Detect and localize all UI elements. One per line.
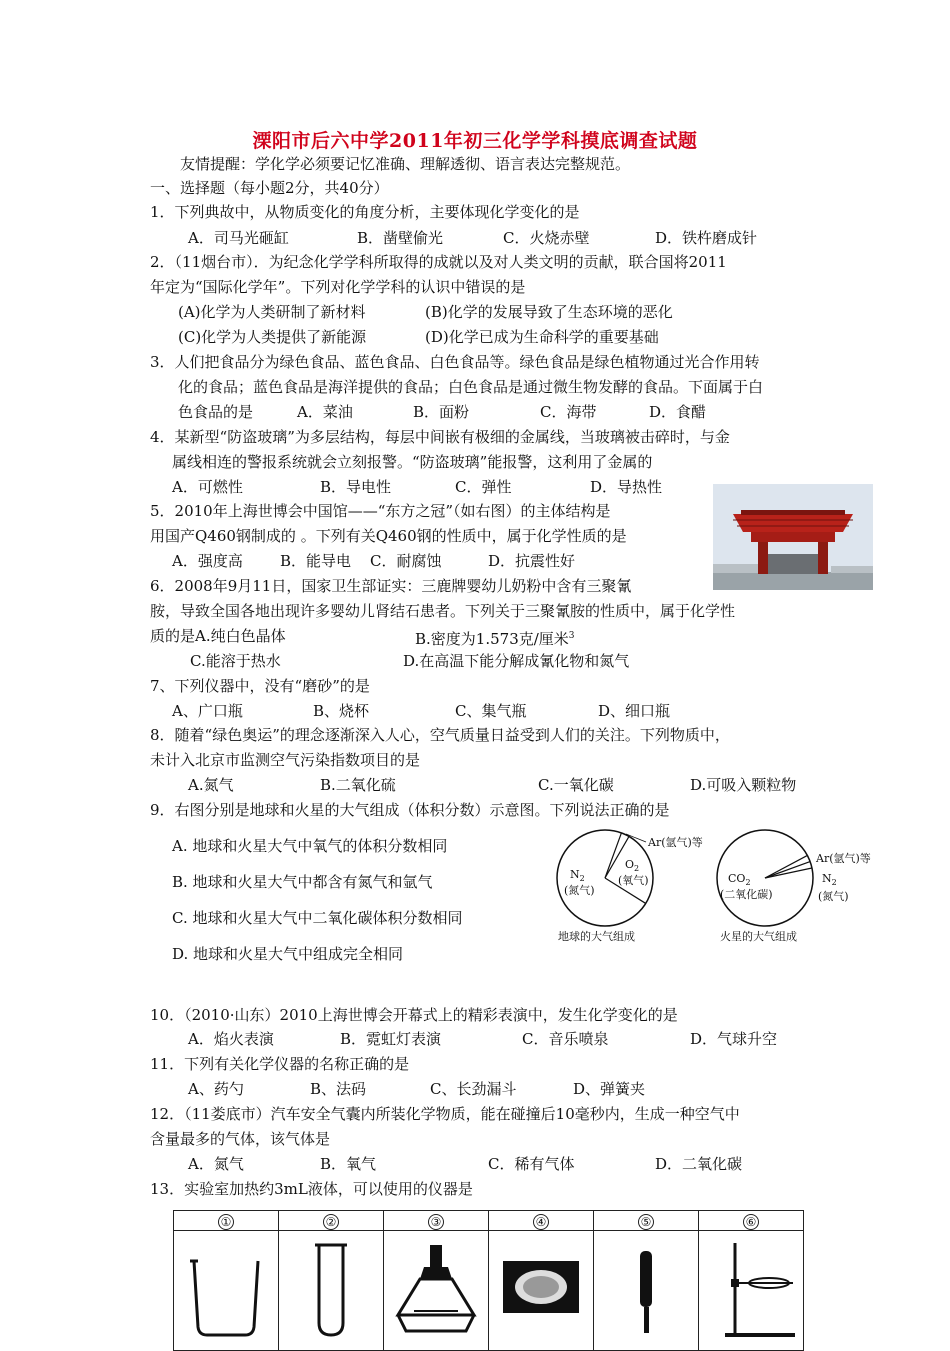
mars-co2-label: CO — [728, 872, 746, 885]
svg-text:N2 — [822, 872, 837, 887]
page-title: 溧阳市后六中学2011年初三化学学科摸底调查试题 — [252, 130, 698, 152]
q8-option-c: C.一氧化碳 — [538, 776, 614, 794]
q12-line1: 12．（11娄底市）汽车安全气囊内所装化学物质，能在碰撞后10毫秒内，生成一种空气中 — [150, 1105, 740, 1123]
q1-option-d: D．铁杵磨成针 — [655, 229, 758, 247]
q6-line3: 质的是A.纯白色晶体 — [150, 627, 286, 645]
q12-option-a: A．氮气 — [188, 1155, 244, 1173]
q8-option-a: A.氮气 — [188, 776, 234, 794]
q6-option-b-sup: 3 — [568, 631, 575, 641]
q5-line2: 用国产Q460钢制成的 。下列有关Q460钢的性质中，属于化学性质的是 — [150, 527, 627, 545]
q9-option-a: A. 地球和火星大气中氧气的体积分数相同 — [172, 837, 448, 855]
q5-option-c: C．耐腐蚀 — [370, 552, 442, 570]
q7-option-b: B、烧杯 — [313, 702, 370, 720]
section-heading: 一、选择题（每小题2分，共40分） — [150, 179, 389, 197]
q11-option-b: B、法码 — [310, 1080, 367, 1098]
beaker-cell — [174, 1231, 279, 1351]
q1-option-b: B．凿壁偷光 — [357, 229, 444, 247]
instr-label-3: ③ — [384, 1211, 489, 1231]
q8-option-b: B.二氧化硫 — [320, 776, 396, 794]
mars-co2-name: (二氧化碳) — [720, 888, 773, 901]
q8-line2: 未计入北京市监测空气污染指数项目的是 — [150, 751, 421, 769]
earth-n2-label: N — [570, 868, 580, 881]
q3-option-a: A．菜油 — [297, 403, 353, 421]
earth-n2-name: (氮气) — [564, 884, 595, 897]
q7-stem: 7、下列仪器中，没有“磨砂”的是 — [150, 677, 370, 695]
mars-caption: 火星的大气组成 — [720, 930, 797, 943]
q11-option-d: D、弹簧夹 — [573, 1080, 646, 1098]
beaker-icon — [174, 1231, 278, 1346]
q9-option-c: C. 地球和火星大气中二氧化碳体积分数相同 — [172, 909, 463, 927]
test-tube-cell — [279, 1231, 384, 1351]
q3-line2: 化的食品；蓝色食品是海洋提供的食品；白色食品是通过微生物发酵的食品。下面属于白 — [178, 378, 764, 396]
q2-line1: 2．（11烟台市）．为纪念化学学科所取得的成就以及对人类文明的贡献，联合国将2011 — [150, 253, 727, 271]
q8-line1: 8．随着“绿色奥运”的理念逐渐深入人心，空气质量日益受到人们的关注。下列物质中， — [150, 726, 730, 744]
earth-o2-label: O — [625, 858, 635, 871]
wire-gauze-cell — [489, 1231, 594, 1351]
q7-option-a: A、广口瓶 — [172, 702, 243, 720]
wire-gauze-icon — [489, 1231, 593, 1346]
q10-option-d: D．气球升空 — [690, 1030, 778, 1048]
crucible-tongs-cell — [594, 1231, 699, 1351]
q3-option-b: B．面粉 — [413, 403, 470, 421]
china-pavilion-photo — [713, 484, 873, 590]
crucible-tongs-icon — [594, 1231, 698, 1346]
q9-option-b: B. 地球和火星大气中都含有氮气和氩气 — [172, 873, 433, 891]
earth-n2-sub: 2 — [579, 874, 585, 883]
q7-option-c: C、集气瓶 — [455, 702, 527, 720]
q2-line2: 年定为“国际化学年”。下列对化学学科的认识中错误的是 — [150, 278, 526, 296]
mars-pie-chart — [717, 830, 871, 943]
iron-stand-cell — [699, 1231, 804, 1351]
instrument-table — [173, 1210, 804, 1351]
earth-caption: 地球的大气组成 — [558, 930, 635, 943]
q2-option-c: (C)化学为人类提供了新能源 — [178, 328, 367, 346]
reminder: 友情提醒：学化学必须要记忆准确、理解透彻、语言表达完整规范。 — [180, 155, 631, 173]
mars-n2-label: N — [822, 872, 832, 885]
earth-ar-label: Ar(氩气)等 — [648, 836, 703, 849]
q13-stem: 13．实验室加热约3mL液体，可以使用的仪器是 — [150, 1180, 473, 1198]
mars-co2-sub: 2 — [745, 878, 751, 887]
q11-stem: 11．下列有关化学仪器的名称正确的是 — [150, 1055, 410, 1073]
q10-option-c: C．音乐喷泉 — [522, 1030, 609, 1048]
q10-option-a: A．焰火表演 — [188, 1030, 274, 1048]
instr-label-6: ⑥ — [699, 1211, 804, 1231]
q3-line1: 3．人们把食品分为绿色食品、蓝色食品、白色食品等。绿色食品是绿色植物通过光合作用转 — [150, 353, 760, 371]
q6-option-c: C.能溶于热水 — [190, 652, 281, 670]
q2-option-a: (A)化学为人类研制了新材料 — [178, 303, 366, 321]
q12-line2: 含量最多的气体，该气体是 — [150, 1130, 331, 1148]
q4-option-b: B．导电性 — [320, 478, 392, 496]
mars-n2-sub: 2 — [831, 878, 837, 887]
q12-option-b: B．氧气 — [320, 1155, 377, 1173]
q4-line1: 4．某新型“防盗玻璃”为多层结构，每层中间嵌有极细的金属线，当玻璃被击碎时，与金 — [150, 428, 730, 446]
q6-line1: 6．2008年9月11日，国家卫生部证实：三鹿牌婴幼儿奶粉中含有三聚氰 — [150, 577, 632, 595]
svg-text:N2 — [570, 868, 585, 883]
earth-o2-name: (氧气) — [618, 874, 649, 887]
q5-line1: 5．2010年上海世博会中国馆——“东方之冠”（如右图）的主体结构是 — [150, 502, 611, 520]
atmosphere-diagram — [550, 820, 890, 950]
q12-option-c: C．稀有气体 — [488, 1155, 575, 1173]
q12-option-d: D．二氧化碳 — [655, 1155, 743, 1173]
earth-pie-chart — [557, 830, 703, 943]
q9-option-d: D. 地球和火星大气中组成完全相同 — [172, 945, 404, 963]
q5-option-a: A．强度高 — [172, 552, 243, 570]
alcohol-lamp-icon — [384, 1231, 488, 1346]
q5-option-d: D．抗震性好 — [488, 552, 576, 570]
earth-o2-sub: 2 — [634, 864, 640, 873]
instr-label-1: ① — [174, 1211, 279, 1231]
q3-option-d: D．食醋 — [649, 403, 707, 421]
svg-text:CO2 — [728, 872, 751, 887]
q8-option-d: D.可吸入颗粒物 — [690, 776, 797, 794]
q6-option-b — [415, 626, 575, 649]
q2-option-d: (D)化学已成为生命科学的重要基础 — [425, 328, 659, 346]
test-tube-icon — [279, 1231, 383, 1346]
alcohol-lamp-cell — [384, 1231, 489, 1351]
q4-option-a: A．可燃性 — [172, 478, 243, 496]
q7-option-d: D、细口瓶 — [598, 702, 671, 720]
q4-line2: 属线相连的警报系统就会立刻报警。“防盗玻璃”能报警，这利用了金属的 — [172, 453, 653, 471]
instr-label-5: ⑤ — [594, 1211, 699, 1231]
q6-line2: 胺，导致全国各地出现许多婴幼儿肾结石患者。下列关于三聚氰胺的性质中，属于化学性 — [150, 602, 736, 620]
q4-option-d: D．导热性 — [590, 478, 663, 496]
q11-option-a: A、药勺 — [188, 1080, 244, 1098]
q6-option-d: D.在高温下能分解成氰化物和氮气 — [403, 652, 630, 670]
q5-option-b: B．能导电 — [280, 552, 352, 570]
q9-stem: 9．右图分别是地球和火星的大气组成（体积分数）示意图。下列说法正确的是 — [150, 801, 670, 819]
q2-option-b: (B)化学的发展导致了生态环境的恶化 — [425, 303, 673, 321]
q4-option-c: C．弹性 — [455, 478, 512, 496]
iron-stand-icon — [699, 1231, 803, 1346]
q1-option-c: C．火烧赤壁 — [503, 229, 590, 247]
svg-text:O2 — [625, 858, 639, 873]
q10-stem: 10．（2010·山东）2010上海世博会开幕式上的精彩表演中，发生化学变化的是 — [150, 1006, 678, 1024]
q1-stem: 1．下列典故中，从物质变化的角度分析，主要体现化学变化的是 — [150, 203, 580, 221]
q11-option-c: C、长劲漏斗 — [430, 1080, 517, 1098]
q3-option-c: C．海带 — [540, 403, 597, 421]
instr-label-2: ② — [279, 1211, 384, 1231]
mars-n2-name: (氮气) — [818, 890, 849, 903]
instr-label-4: ④ — [489, 1211, 594, 1231]
q10-option-b: B．霓虹灯表演 — [340, 1030, 442, 1048]
q3-line3: 色食品的是 — [178, 403, 254, 421]
mars-ar-label: Ar(氩气)等 — [816, 852, 871, 865]
q6-option-b-text: B.密度为1.573克/厘米 — [415, 630, 569, 648]
q1-option-a: A．司马光砸缸 — [188, 229, 289, 247]
